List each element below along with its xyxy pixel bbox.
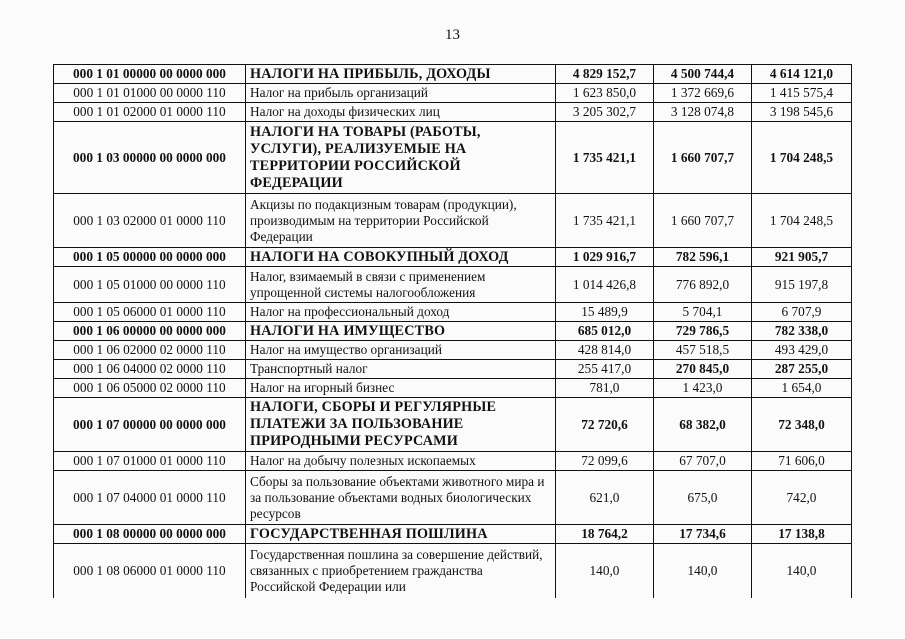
amount-year-3: 1 704 248,5 [752, 194, 852, 248]
amount-year-1: 1 623 850,0 [556, 84, 654, 103]
kbk-code: 000 1 06 00000 00 0000 000 [54, 322, 246, 341]
kbk-code: 000 1 01 00000 00 0000 000 [54, 65, 246, 84]
page-number: 13 [445, 27, 460, 43]
revenue-name: Сборы за пользование объектами животного мира и за пользование объектами водных биологических ресурсов [246, 471, 556, 525]
amount-year-2: 1 372 669,6 [654, 84, 752, 103]
amount-year-2: 729 786,5 [654, 322, 752, 341]
amount-year-1: 18 764,2 [556, 525, 654, 544]
amount-year-1: 255 417,0 [556, 360, 654, 379]
amount-year-1: 72 720,6 [556, 398, 654, 452]
amount-year-1: 3 205 302,7 [556, 103, 654, 122]
amount-year-2: 140,0 [654, 544, 752, 598]
kbk-code: 000 1 01 02000 01 0000 110 [54, 103, 246, 122]
revenue-name: НАЛОГИ НА ИМУЩЕСТВО [246, 322, 556, 341]
revenue-name: Налог, взимаемый в связи с применением упрощенной системы налогообложения [246, 267, 556, 303]
table-row [54, 360, 852, 379]
amount-year-3: 1 654,0 [752, 379, 852, 398]
table-row [54, 544, 852, 598]
kbk-code: 000 1 05 01000 00 0000 110 [54, 267, 246, 303]
table-row [54, 452, 852, 471]
revenue-name: Налог на прибыль организаций [246, 84, 556, 103]
table-row [54, 322, 852, 341]
kbk-code: 000 1 08 06000 01 0000 110 [54, 544, 246, 598]
amount-year-3: 1 415 575,4 [752, 84, 852, 103]
amount-year-3: 4 614 121,0 [752, 65, 852, 84]
amount-year-2: 3 128 074,8 [654, 103, 752, 122]
kbk-code: 000 1 06 05000 02 0000 110 [54, 379, 246, 398]
amount-year-2: 675,0 [654, 471, 752, 525]
revenue-name: Транспортный налог [246, 360, 556, 379]
amount-year-2: 1 660 707,7 [654, 194, 752, 248]
amount-year-2: 270 845,0 [654, 360, 752, 379]
amount-year-2: 4 500 744,4 [654, 65, 752, 84]
amount-year-2: 1 660 707,7 [654, 122, 752, 194]
kbk-code: 000 1 06 02000 02 0000 110 [54, 341, 246, 360]
table-row [54, 65, 852, 84]
revenue-name: Налог на игорный бизнес [246, 379, 556, 398]
amount-year-1: 72 099,6 [556, 452, 654, 471]
amount-year-3: 493 429,0 [752, 341, 852, 360]
amount-year-1: 140,0 [556, 544, 654, 598]
amount-year-3: 3 198 545,6 [752, 103, 852, 122]
amount-year-2: 68 382,0 [654, 398, 752, 452]
revenue-name: Налог на доходы физических лиц [246, 103, 556, 122]
amount-year-1: 1 014 426,8 [556, 267, 654, 303]
table-row [54, 303, 852, 322]
amount-year-2: 782 596,1 [654, 248, 752, 267]
amount-year-3: 72 348,0 [752, 398, 852, 452]
amount-year-1: 685 012,0 [556, 322, 654, 341]
amount-year-1: 621,0 [556, 471, 654, 525]
kbk-code: 000 1 06 04000 02 0000 110 [54, 360, 246, 379]
revenue-name: Государственная пошлина за совершение действий, связанных с приобретением гражданства Российской Федерации или [246, 544, 556, 598]
revenue-name: Налог на добычу полезных ископаемых [246, 452, 556, 471]
amount-year-3: 742,0 [752, 471, 852, 525]
kbk-code: 000 1 07 04000 01 0000 110 [54, 471, 246, 525]
amount-year-3: 71 606,0 [752, 452, 852, 471]
revenue-name: НАЛОГИ НА ТОВАРЫ (РАБОТЫ, УСЛУГИ), РЕАЛИЗУЕМЫЕ НА ТЕРРИТОРИИ РОССИЙСКОЙ ФЕДЕРАЦИИ [246, 122, 556, 194]
table-row [54, 525, 852, 544]
amount-year-1: 4 829 152,7 [556, 65, 654, 84]
kbk-code: 000 1 01 01000 00 0000 110 [54, 84, 246, 103]
revenue-name: НАЛОГИ НА СОВОКУПНЫЙ ДОХОД [246, 248, 556, 267]
revenue-name: Налог на профессиональный доход [246, 303, 556, 322]
amount-year-2: 457 518,5 [654, 341, 752, 360]
amount-year-3: 921 905,7 [752, 248, 852, 267]
amount-year-1: 1 735 421,1 [556, 194, 654, 248]
table-row [54, 84, 852, 103]
amount-year-1: 15 489,9 [556, 303, 654, 322]
kbk-code: 000 1 05 00000 00 0000 000 [54, 248, 246, 267]
amount-year-1: 428 814,0 [556, 341, 654, 360]
revenue-name: Акцизы по подакцизным товарам (продукции), производимым на территории Российской Федерации [246, 194, 556, 248]
amount-year-3: 140,0 [752, 544, 852, 598]
amount-year-1: 1 735 421,1 [556, 122, 654, 194]
kbk-code: 000 1 08 00000 00 0000 000 [54, 525, 246, 544]
revenue-name: НАЛОГИ, СБОРЫ И РЕГУЛЯРНЫЕ ПЛАТЕЖИ ЗА ПОЛЬЗОВАНИЕ ПРИРОДНЫМИ РЕСУРСАМИ [246, 398, 556, 452]
table-row [54, 122, 852, 194]
table-row [54, 379, 852, 398]
revenue-name: Налог на имущество организаций [246, 341, 556, 360]
kbk-code: 000 1 03 02000 01 0000 110 [54, 194, 246, 248]
amount-year-2: 776 892,0 [654, 267, 752, 303]
amount-year-2: 5 704,1 [654, 303, 752, 322]
kbk-code: 000 1 03 00000 00 0000 000 [54, 122, 246, 194]
table-row [54, 471, 852, 525]
revenue-name: ГОСУДАРСТВЕННАЯ ПОШЛИНА [246, 525, 556, 544]
amount-year-1: 1 029 916,7 [556, 248, 654, 267]
kbk-code: 000 1 07 00000 00 0000 000 [54, 398, 246, 452]
amount-year-3: 915 197,8 [752, 267, 852, 303]
amount-year-3: 782 338,0 [752, 322, 852, 341]
amount-year-3: 1 704 248,5 [752, 122, 852, 194]
amount-year-1: 781,0 [556, 379, 654, 398]
table-row [54, 267, 852, 303]
table-row [54, 341, 852, 360]
revenue-name: НАЛОГИ НА ПРИБЫЛЬ, ДОХОДЫ [246, 65, 556, 84]
table-row [54, 103, 852, 122]
amount-year-3: 287 255,0 [752, 360, 852, 379]
kbk-code: 000 1 07 01000 01 0000 110 [54, 452, 246, 471]
amount-year-3: 17 138,8 [752, 525, 852, 544]
table-row [54, 194, 852, 248]
revenue-table [53, 64, 852, 598]
amount-year-2: 67 707,0 [654, 452, 752, 471]
table-row [54, 248, 852, 267]
amount-year-2: 17 734,6 [654, 525, 752, 544]
amount-year-3: 6 707,9 [752, 303, 852, 322]
table-row [54, 398, 852, 452]
amount-year-2: 1 423,0 [654, 379, 752, 398]
kbk-code: 000 1 05 06000 01 0000 110 [54, 303, 246, 322]
